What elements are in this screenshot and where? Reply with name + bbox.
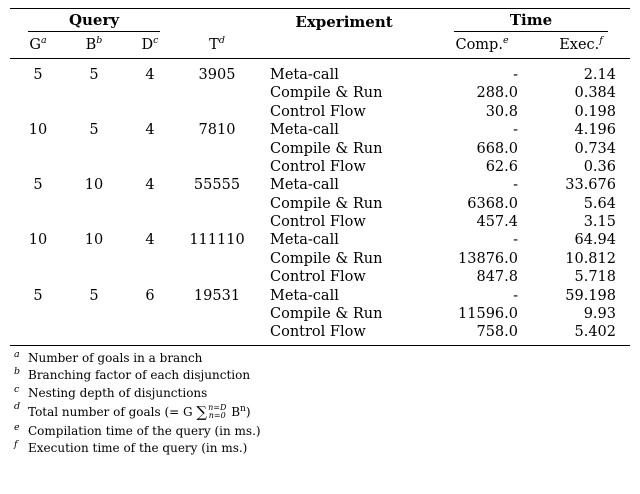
- cell-experiment: Control Flow: [270, 269, 366, 286]
- cell-d: [122, 158, 178, 176]
- cell-g: [10, 250, 66, 268]
- cell-d: [122, 139, 178, 157]
- group-header-query: [10, 9, 178, 33]
- table-row: [10, 84, 630, 102]
- footnote-marker: b: [14, 366, 21, 378]
- cell-b: [66, 158, 122, 176]
- group-header-time-label: Time: [509, 11, 553, 29]
- cell-comp: 288.0: [476, 85, 518, 102]
- table-row: [10, 286, 630, 304]
- cell-b: 10: [84, 177, 104, 194]
- cell-experiment: Compile & Run: [270, 195, 383, 212]
- group-header-time: [432, 9, 630, 33]
- cell-g: 10: [28, 232, 48, 249]
- cell-exec: 0.198: [574, 103, 616, 120]
- sum-limits: n=D n=0: [208, 402, 227, 421]
- footnote-marker: d: [14, 400, 21, 412]
- column-header-comp: Comp.$^e$: [455, 35, 509, 53]
- cell-comp: -: [513, 177, 518, 194]
- cell-exec: 5.402: [574, 324, 616, 341]
- group-header-time-rule: [454, 31, 608, 32]
- footnote-text: Branching factor of each disjunction: [28, 368, 251, 383]
- cell-comp: 13876.0: [458, 250, 518, 267]
- cell-t: [178, 84, 256, 102]
- cell-exec: 5.718: [574, 269, 616, 286]
- cell-b: [66, 250, 122, 268]
- footnote-item: [10, 440, 630, 457]
- cell-t: [178, 194, 256, 212]
- cell-d: [122, 250, 178, 268]
- footnote-item: [10, 402, 630, 423]
- group-header-experiment: Experiment: [295, 12, 393, 31]
- footnote-text: Execution time of the query (in ms.): [28, 440, 248, 455]
- cell-d: 4: [145, 67, 155, 84]
- cell-experiment: Meta-call: [270, 122, 339, 139]
- cell-g: [10, 84, 66, 102]
- table-row: [10, 158, 630, 176]
- results-table: [10, 9, 630, 58]
- table-row: [10, 268, 630, 286]
- cell-exec: 10.812: [565, 250, 616, 267]
- cell-experiment: Control Flow: [270, 214, 366, 231]
- cell-experiment: Compile & Run: [270, 250, 383, 267]
- column-header-d: $D^c$: [141, 35, 159, 53]
- cell-b: [66, 103, 122, 121]
- table-row: [10, 250, 630, 268]
- cell-experiment: Compile & Run: [270, 85, 383, 102]
- cell-g: [10, 213, 66, 231]
- spacer-row: [10, 59, 630, 66]
- cell-d: [122, 84, 178, 102]
- cell-exec: 5.64: [583, 195, 616, 212]
- group-header-query-label: Query: [68, 11, 120, 29]
- cell-comp: -: [513, 232, 518, 249]
- cell-g: 10: [28, 122, 48, 139]
- cell-comp: -: [513, 67, 518, 84]
- cell-b: [66, 213, 122, 231]
- cell-d: [122, 305, 178, 323]
- table-row: [10, 121, 630, 139]
- column-header-b: $B^b$: [85, 35, 103, 53]
- table-row: [10, 139, 630, 157]
- footnote-marker: a: [14, 349, 20, 361]
- cell-comp: 457.4: [476, 214, 518, 231]
- cell-exec: 59.198: [565, 287, 616, 304]
- column-header-row: [10, 33, 630, 58]
- group-header-query-rule: [28, 31, 159, 32]
- table-row: [10, 323, 630, 341]
- cell-b: 10: [84, 232, 104, 249]
- cell-exec: 0.384: [574, 85, 616, 102]
- footnotes: [10, 350, 630, 456]
- cell-d: [122, 323, 178, 341]
- cell-b: 5: [89, 67, 99, 84]
- cell-t: [178, 323, 256, 341]
- cell-d: 4: [145, 232, 155, 249]
- cell-comp: 758.0: [476, 324, 518, 341]
- column-header-g: $G^a$: [29, 35, 47, 53]
- cell-d: [122, 213, 178, 231]
- rule-bottom: [10, 345, 630, 346]
- cell-t: [178, 103, 256, 121]
- table-row: [10, 213, 630, 231]
- cell-d: [122, 103, 178, 121]
- sum-sigma-icon: ∑: [196, 402, 208, 421]
- cell-exec: 64.94: [574, 232, 616, 249]
- cell-t: [178, 268, 256, 286]
- cell-comp: 847.8: [476, 269, 518, 286]
- cell-t: [178, 250, 256, 268]
- cell-t: [178, 139, 256, 157]
- cell-d: [122, 194, 178, 212]
- cell-exec: 3.15: [583, 214, 616, 231]
- cell-experiment: Control Flow: [270, 103, 366, 120]
- column-header-exec: Exec.$^f$: [559, 35, 603, 53]
- column-header-t: $T^d$: [209, 35, 225, 53]
- footnote-text: Nesting depth of disjunctions: [28, 385, 208, 400]
- cell-b: [66, 323, 122, 341]
- footnote-text: Total number of goals (= G: [28, 404, 197, 419]
- cell-comp: 6368.0: [467, 195, 518, 212]
- cell-experiment: Meta-call: [270, 67, 339, 84]
- cell-exec: 9.93: [583, 305, 616, 322]
- cell-d: 6: [145, 287, 155, 304]
- table-row: [10, 103, 630, 121]
- cell-experiment: Compile & Run: [270, 140, 383, 157]
- cell-d: 4: [145, 177, 155, 194]
- cell-g: [10, 139, 66, 157]
- cell-t: 19531: [193, 287, 241, 304]
- cell-b: [66, 139, 122, 157]
- cell-b: [66, 84, 122, 102]
- footnote-marker: f: [14, 438, 18, 450]
- cell-t: [178, 213, 256, 231]
- table-row: [10, 305, 630, 323]
- cell-b: [66, 194, 122, 212]
- cell-g: 5: [33, 177, 43, 194]
- cell-b: 5: [89, 122, 99, 139]
- cell-experiment: Compile & Run: [270, 305, 383, 322]
- cell-comp: -: [513, 287, 518, 304]
- footnote-text-tail: $B^n$): [227, 403, 251, 419]
- cell-t: 7810: [198, 122, 236, 139]
- group-header-query-spacer: [178, 9, 256, 33]
- cell-exec: 33.676: [565, 177, 616, 194]
- cell-experiment: Control Flow: [270, 324, 366, 341]
- cell-t: 111110: [189, 232, 245, 249]
- cell-b: [66, 268, 122, 286]
- cell-g: [10, 158, 66, 176]
- group-header-row: [10, 9, 630, 33]
- cell-experiment: Meta-call: [270, 232, 339, 249]
- table-row: [10, 66, 630, 84]
- cell-comp: 668.0: [476, 140, 518, 157]
- cell-experiment: Meta-call: [270, 287, 339, 304]
- cell-g: 5: [33, 67, 43, 84]
- cell-t: [178, 305, 256, 323]
- footnote-text: Compilation time of the query (in ms.): [28, 423, 261, 438]
- cell-experiment: Control Flow: [270, 158, 366, 175]
- footnote-item: [10, 350, 630, 367]
- cell-g: [10, 103, 66, 121]
- footnote-item: [10, 385, 630, 402]
- results-table-body: [10, 59, 630, 342]
- cell-g: [10, 323, 66, 341]
- footnote-item: [10, 423, 630, 440]
- cell-g: [10, 194, 66, 212]
- footnote-marker: c: [14, 383, 20, 395]
- table-row: [10, 194, 630, 212]
- table-row: [10, 176, 630, 194]
- cell-g: [10, 268, 66, 286]
- cell-comp: 62.6: [485, 158, 518, 175]
- cell-g: 5: [33, 287, 43, 304]
- cell-b: 5: [89, 287, 99, 304]
- cell-comp: 11596.0: [458, 305, 518, 322]
- cell-exec: 2.14: [583, 67, 616, 84]
- footnote-text: Number of goals in a branch: [28, 351, 203, 366]
- footnote-marker: e: [14, 421, 20, 433]
- cell-g: [10, 305, 66, 323]
- cell-t: [178, 158, 256, 176]
- cell-exec: 4.196: [574, 122, 616, 139]
- cell-b: [66, 305, 122, 323]
- cell-t: 55555: [193, 177, 241, 194]
- cell-comp: 30.8: [485, 103, 518, 120]
- cell-comp: -: [513, 122, 518, 139]
- cell-exec: 0.734: [574, 140, 616, 157]
- cell-exec: 0.36: [583, 158, 616, 175]
- cell-d: 4: [145, 122, 155, 139]
- results-table-rows: [10, 59, 630, 342]
- cell-t: 3905: [198, 67, 236, 84]
- footnote-item: [10, 367, 630, 384]
- cell-d: [122, 268, 178, 286]
- cell-experiment: Meta-call: [270, 177, 339, 194]
- column-header-experiment: [256, 33, 432, 58]
- table-row: [10, 231, 630, 249]
